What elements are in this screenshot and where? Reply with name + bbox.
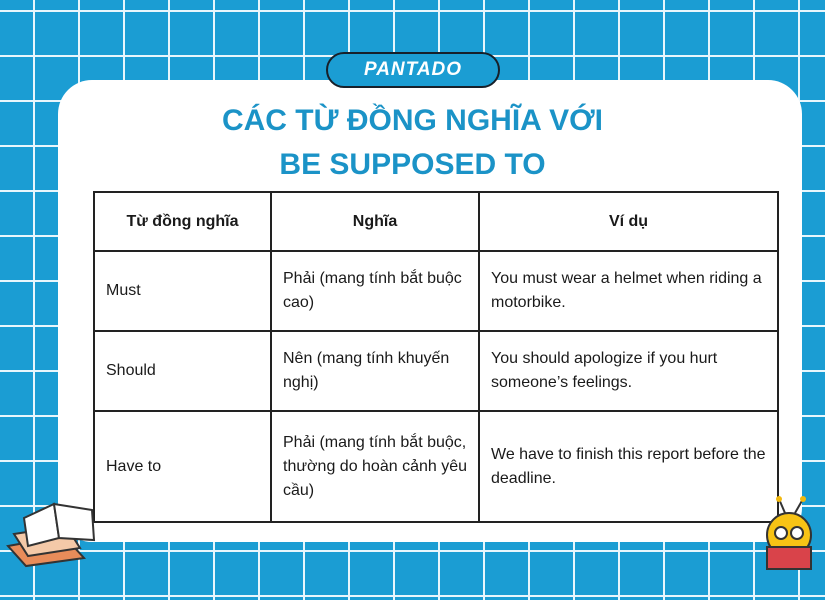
books-icon	[4, 496, 104, 571]
bee-mascot-icon	[755, 495, 817, 580]
table-row	[94, 411, 778, 522]
synonym-cell: Must	[94, 251, 271, 331]
header-example: Ví dụ	[479, 192, 778, 251]
table-row	[94, 251, 778, 331]
example-cell: You must wear a helmet when riding a motorbike.	[479, 251, 778, 331]
example-cell: You should apologize if you hurt someone’s feelings.	[479, 331, 778, 411]
meaning-cell: Phải (mang tính bắt buộc, thường do hoàn cảnh yêu cầu)	[271, 411, 479, 522]
header-synonym: Từ đồng nghĩa	[94, 192, 271, 251]
meaning-cell: Phải (mang tính bắt buộc cao)	[271, 251, 479, 331]
table-row	[94, 331, 778, 411]
synonyms-table	[93, 191, 779, 523]
header-meaning: Nghĩa	[271, 192, 479, 251]
synonym-cell: Should	[94, 331, 271, 411]
title-line-2: BE SUPPOSED TO	[279, 148, 546, 181]
synonym-cell: Have to	[94, 411, 271, 522]
title-line-1: CÁC TỪ ĐỒNG NGHĨA VỚI	[221, 104, 604, 137]
meaning-cell: Nên (mang tính khuyến nghị)	[271, 331, 479, 411]
brand-logo: PANTADO	[326, 52, 500, 88]
example-cell: We have to finish this report before the deadline.	[479, 411, 778, 522]
table-header-row	[94, 192, 778, 251]
